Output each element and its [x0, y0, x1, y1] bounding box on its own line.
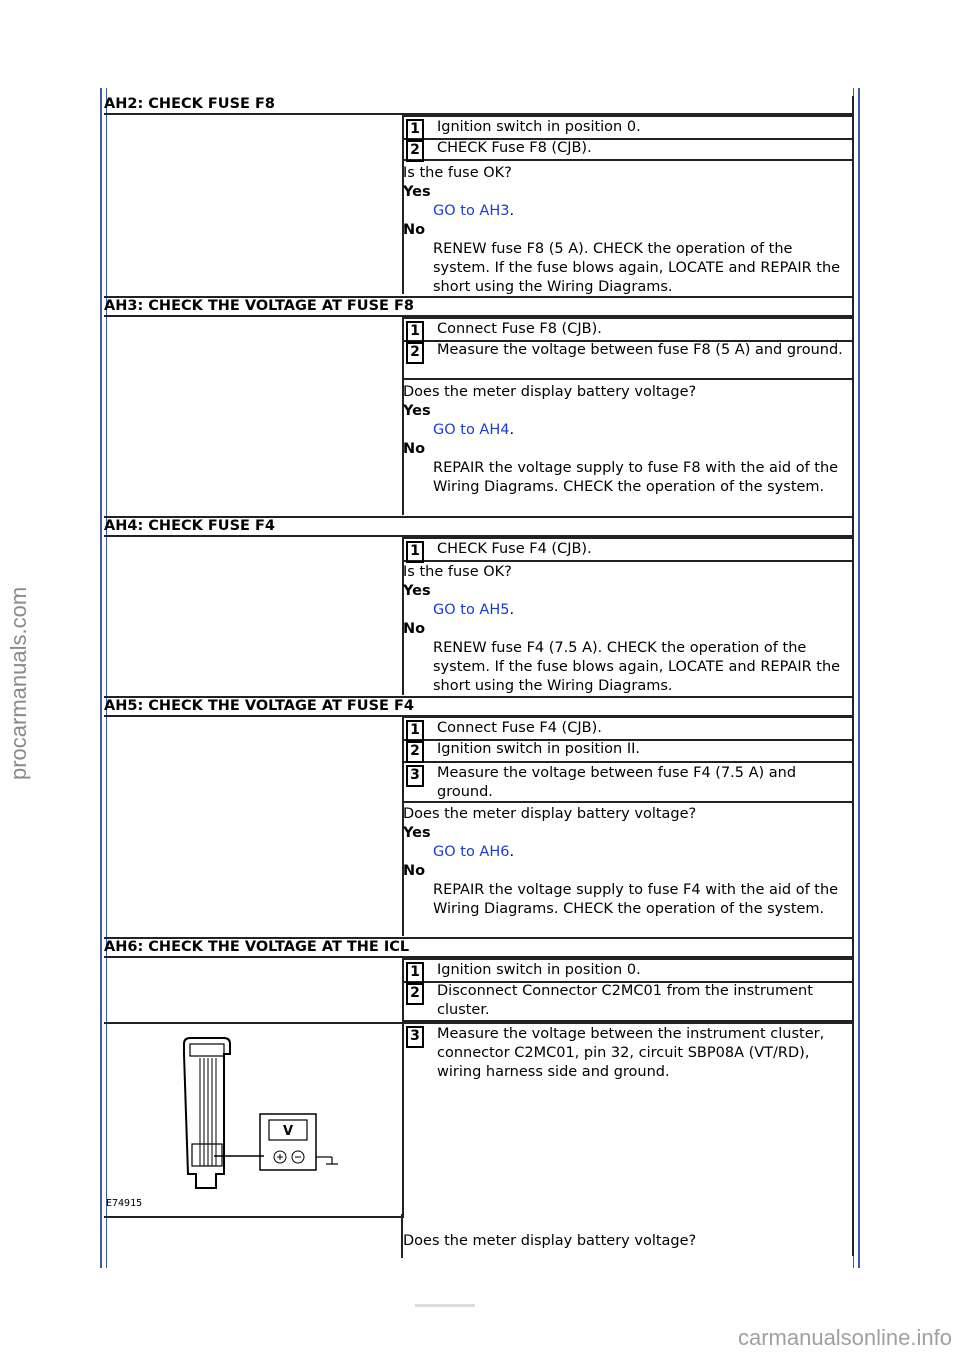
- step-number: 1: [406, 119, 424, 141]
- step-row: [402, 138, 854, 161]
- frame-right-rule: [858, 88, 860, 1268]
- step-row: [402, 340, 854, 380]
- goto-ah5-link[interactable]: GO to AH5: [433, 602, 510, 618]
- no-text: RENEW fuse F8 (5 A). CHECK the operation of the system. If the fuse blows again, LOCATE and REPAIR the short using the Wiring Diagrams.: [433, 241, 841, 295]
- connector-meter-diagram: [104, 1024, 400, 1212]
- no-label: No: [403, 441, 426, 457]
- no-label: No: [403, 863, 426, 879]
- yes-label: Yes: [403, 583, 431, 599]
- step-number: 1: [406, 962, 424, 984]
- multimeter: [260, 1114, 316, 1170]
- step-number: 1: [406, 321, 424, 343]
- step-row: [402, 739, 854, 763]
- section-title-ah4: AH4: CHECK FUSE F4: [104, 516, 854, 537]
- yes-label: Yes: [403, 403, 431, 419]
- watermark-carmanualsonline: carmanualsonline.info: [737, 1325, 952, 1350]
- step-number: 3: [406, 765, 424, 787]
- left-column-ah3: [104, 317, 404, 515]
- step-text: Ignition switch in position II.: [437, 741, 641, 757]
- step-text: Connect Fuse F8 (CJB).: [437, 321, 602, 337]
- no-text: RENEW fuse F4 (7.5 A). CHECK the operation of the system. If the fuse blows again, LOCATE and REPAIR the short using the Wiring Diagrams.: [433, 640, 841, 694]
- step-text: Measure the voltage between fuse F8 (5 A) and ground.: [437, 342, 843, 358]
- step-row: [402, 317, 854, 342]
- left-column-ah4: [104, 537, 404, 695]
- step-text: Ignition switch in position 0.: [437, 119, 641, 135]
- result-block-ah3: [403, 383, 853, 497]
- step-row: [402, 716, 854, 741]
- left-column-ah6-result: [104, 1214, 402, 1258]
- left-column-ah2: [104, 115, 404, 294]
- result-block-ah4: [403, 563, 853, 696]
- frame-left-rule: [100, 88, 102, 1268]
- step-text: Measure the voltage between fuse F4 (7.5 A) and ground.: [437, 765, 797, 800]
- step-number: 2: [406, 342, 424, 364]
- no-label: No: [403, 222, 426, 238]
- step-text: Ignition switch in position 0.: [437, 962, 641, 978]
- table-right-edge: [852, 96, 854, 1256]
- step-text: Disconnect Connector C2MC01 from the instrument cluster.: [437, 983, 813, 1018]
- step-row: [402, 115, 854, 140]
- step-text: Measure the voltage between the instrument cluster, connector C2MC01, pin 32, circuit SBP08A (VT/RD), wiring harness side and ground.: [437, 1026, 825, 1080]
- step-number: 1: [406, 720, 424, 742]
- footer-smudge: [415, 1304, 475, 1307]
- yes-tail: .: [509, 602, 515, 618]
- result-block-ah2: [403, 164, 853, 297]
- step-number: 2: [406, 983, 424, 1005]
- yes-tail: .: [509, 844, 515, 860]
- left-column-ah6: [104, 958, 404, 1022]
- question-text: Does the meter display battery voltage?: [403, 384, 697, 400]
- left-column-ah5: [104, 716, 404, 936]
- result-block-ah5: [403, 805, 853, 919]
- connector-figure: [104, 1022, 404, 1218]
- step-number: 3: [406, 1026, 424, 1048]
- no-text: REPAIR the voltage supply to fuse F8 with the aid of the Wiring Diagrams. CHECK the operation of the system.: [433, 460, 839, 495]
- yes-label: Yes: [403, 184, 431, 200]
- figure-code: E74915: [106, 1198, 143, 1209]
- step-row: [402, 537, 854, 562]
- result-block-ah6: [403, 1232, 853, 1251]
- step-number: 2: [406, 741, 424, 763]
- question-text: Does the meter display battery voltage?: [403, 806, 697, 822]
- question-text: Does the meter display battery voltage?: [403, 1233, 697, 1249]
- yes-tail: .: [509, 203, 515, 219]
- goto-ah4-link[interactable]: GO to AH4: [433, 422, 510, 438]
- section-title-ah5: AH5: CHECK THE VOLTAGE AT FUSE F4: [104, 696, 854, 717]
- question-text: Is the fuse OK?: [403, 165, 512, 181]
- step-number: 2: [406, 140, 424, 162]
- yes-label: Yes: [403, 825, 431, 841]
- step-row: [402, 763, 854, 803]
- watermark-procarmanuals: procarmanuals.com: [6, 586, 31, 780]
- step-text: CHECK Fuse F4 (CJB).: [437, 541, 592, 557]
- step-text: Connect Fuse F4 (CJB).: [437, 720, 602, 736]
- goto-ah6-link[interactable]: GO to AH6: [433, 844, 510, 860]
- section-title-ah2: AH2: CHECK FUSE F8: [104, 96, 854, 115]
- question-text: Is the fuse OK?: [403, 564, 512, 580]
- goto-ah3-link[interactable]: GO to AH3: [433, 203, 510, 219]
- yes-tail: .: [509, 422, 515, 438]
- no-text: REPAIR the voltage supply to fuse F4 with the aid of the Wiring Diagrams. CHECK the operation of the system.: [433, 882, 839, 917]
- step-row: [402, 981, 854, 1022]
- no-label: No: [403, 621, 426, 637]
- step-number: 1: [406, 541, 424, 563]
- step-row: [402, 1022, 854, 1214]
- meter-v-symbol: V: [282, 1124, 294, 1139]
- step-text: CHECK Fuse F8 (CJB).: [437, 140, 592, 156]
- section-title-ah3: AH3: CHECK THE VOLTAGE AT FUSE F8: [104, 296, 854, 317]
- section-title-ah6: AH6: CHECK THE VOLTAGE AT THE ICL: [104, 937, 854, 958]
- step-row: [402, 958, 854, 983]
